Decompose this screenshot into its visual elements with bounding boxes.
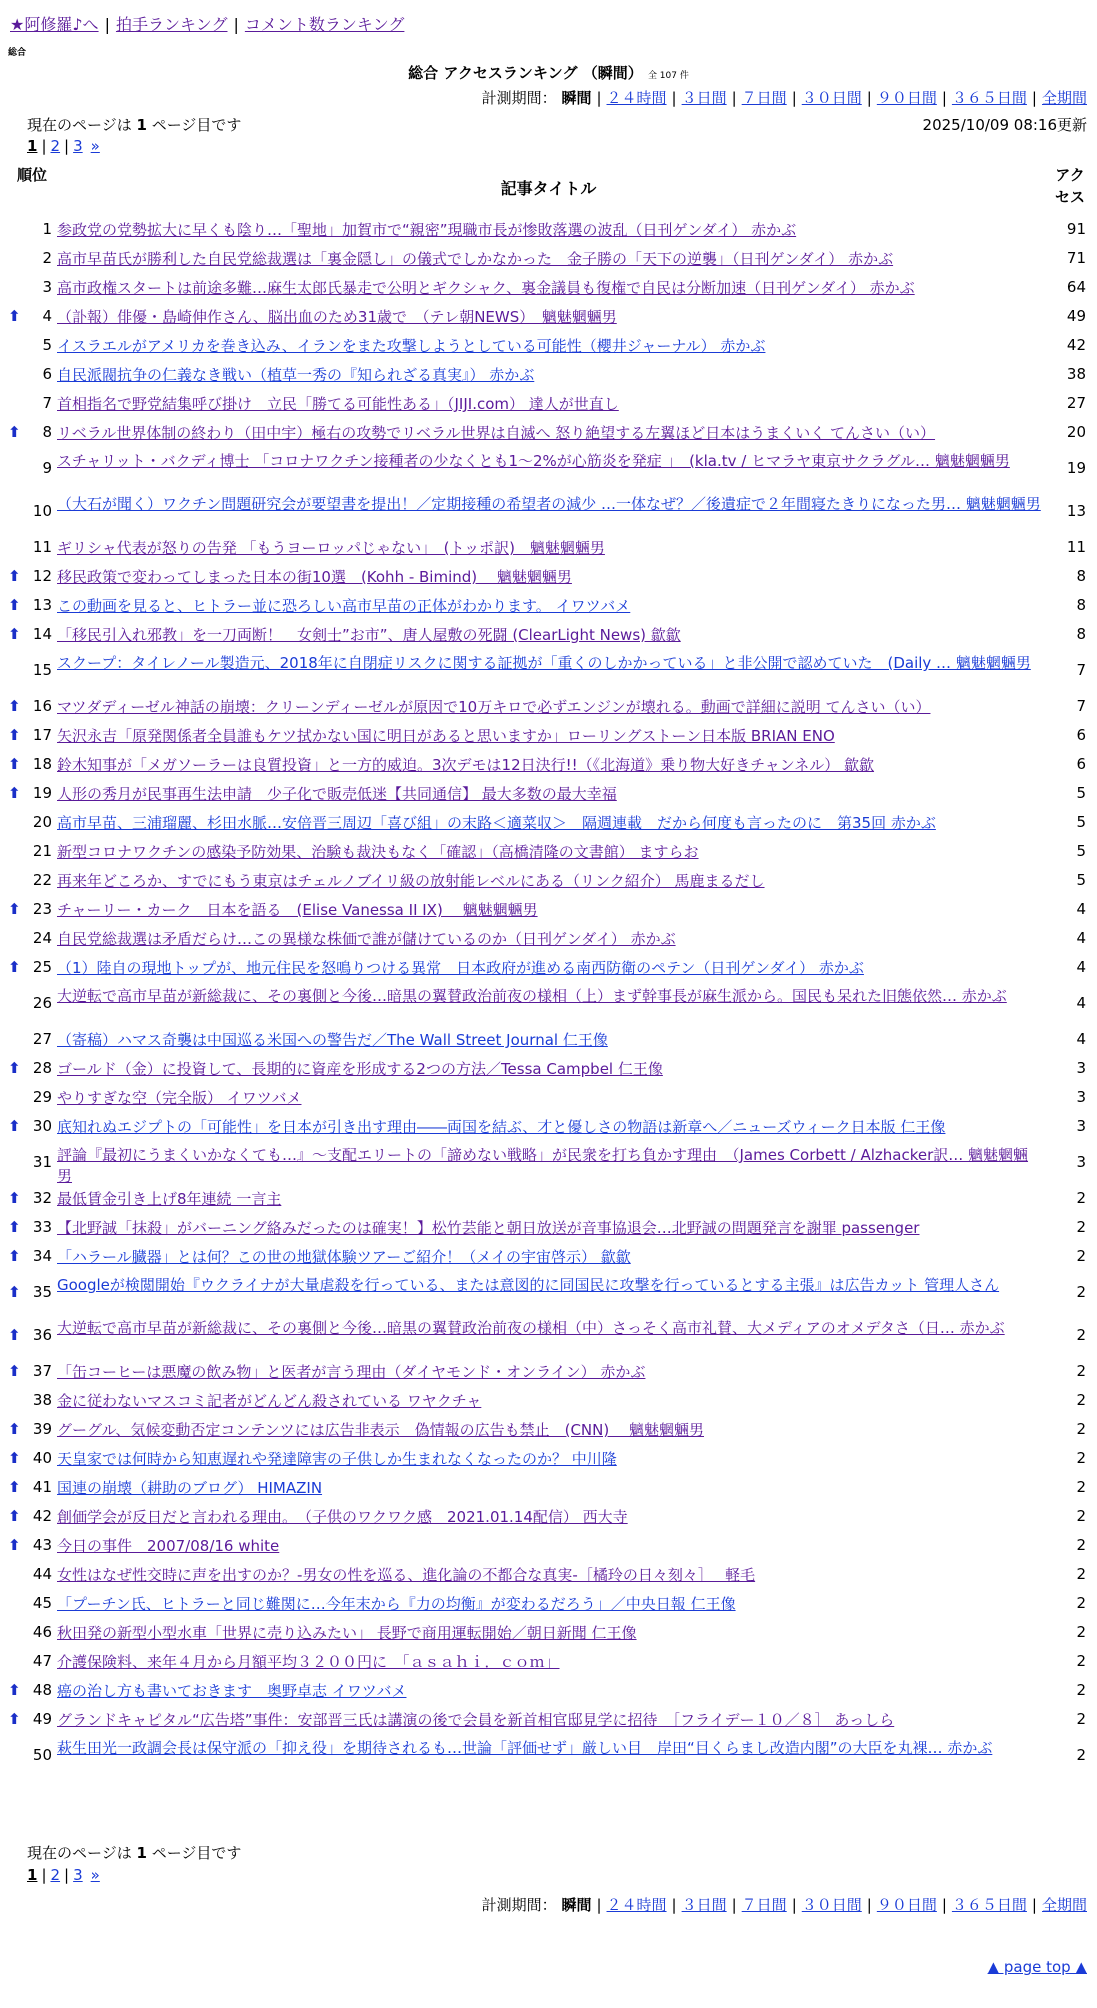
article-title-link[interactable]: スクープ：タイレノール製造元、2018年に自閉症リスクに関する証拠が「重くのしかかっている」と非公開で認めていた (Daily … 魑魅魍魎男	[57, 654, 1031, 672]
period-link-3d[interactable]: ３日間	[681, 89, 727, 107]
access-count: 2	[1076, 1283, 1086, 1301]
rank-number: 40	[32, 1449, 52, 1467]
article-title-link[interactable]: 新型コロナワクチンの感染予防効果、治験も裁決もなく「確認」（高橋清隆の文書館） ますらお	[57, 843, 699, 861]
table-row	[0, 390, 1097, 419]
rank-number: 1	[42, 220, 52, 238]
rank-number: 22	[32, 871, 52, 889]
period-link-all[interactable]: 全期間	[1041, 1896, 1087, 1914]
up-arrow-icon: ⬆	[8, 1420, 21, 1438]
rank-number: 29	[32, 1088, 52, 1106]
period-link-30d[interactable]: ３０日間	[801, 1896, 862, 1914]
table-row	[0, 1416, 1097, 1445]
table-row	[0, 1214, 1097, 1243]
access-count: 2	[1076, 1326, 1086, 1344]
ranking-title: 総合 アクセスランキング （瞬間）	[408, 64, 643, 82]
rank-number: 25	[32, 958, 52, 976]
table-row	[0, 1503, 1097, 1532]
top-navigation	[10, 12, 404, 35]
total-count: 全 107 件	[647, 71, 689, 81]
rank-number: 41	[32, 1478, 52, 1496]
rank-number: 34	[32, 1247, 52, 1265]
access-count: 49	[1066, 307, 1086, 325]
period-link-30d[interactable]: ３０日間	[801, 89, 862, 107]
access-count: 27	[1066, 394, 1086, 412]
rank-number: 19	[32, 784, 52, 802]
access-count: 20	[1066, 423, 1086, 441]
access-count: 2	[1076, 1710, 1086, 1728]
pager-bottom: 1 | 2 | 3 »	[27, 1866, 100, 1884]
article-title-link[interactable]: 自民派閥抗争の仁義なき戦い（植草一秀の『知られざる真実』） 赤かぶ	[57, 366, 535, 384]
rank-number: 23	[32, 900, 52, 918]
table-row	[0, 1026, 1097, 1055]
article-title-link[interactable]: （寄稿）ハマス奇襲は中国巡る米国への警告だ／The Wall Street Journal 仁王像	[57, 1031, 608, 1049]
access-count: 7	[1076, 661, 1086, 679]
article-title-link[interactable]: 金に従わないマスコミ記者がどんどん殺されている ワヤクチャ	[57, 1392, 482, 1410]
article-title-link[interactable]: イスラエルがアメリカを巻き込み、イランをまた攻撃しようとしている可能性（櫻井ジャーナル） 赤かぶ	[57, 337, 766, 355]
rank-number: 49	[32, 1710, 52, 1728]
period-link-90d[interactable]: ９０日間	[876, 1896, 937, 1914]
current-page-suffix: ページ目です	[146, 116, 242, 134]
table-row	[0, 1315, 1097, 1358]
rank-number: 12	[32, 567, 52, 585]
access-count: 5	[1076, 871, 1086, 889]
up-arrow-icon: ⬆	[8, 784, 21, 802]
rank-number: 44	[32, 1565, 52, 1583]
rank-number: 33	[32, 1218, 52, 1236]
comment-ranking-link[interactable]: コメント数ランキング	[244, 15, 405, 34]
article-title-link[interactable]: （1）陸自の現地トップが、地元住民を怒鳴りつける異常 日本政府が進める南西防衛のペテン（日刊ゲンダイ） 赤かぶ	[57, 959, 864, 977]
access-count: 2	[1076, 1746, 1086, 1764]
up-arrow-icon: ⬆	[8, 900, 21, 918]
pager-link-3[interactable]: 3	[73, 137, 83, 155]
access-count: 5	[1076, 813, 1086, 831]
table-row	[0, 332, 1097, 361]
table-row	[0, 925, 1097, 954]
period-link-90d[interactable]: ９０日間	[876, 89, 937, 107]
table-header	[0, 162, 1097, 212]
table-row	[0, 1272, 1097, 1315]
rank-number: 30	[32, 1117, 52, 1135]
access-count: 2	[1076, 1652, 1086, 1670]
access-count: 5	[1076, 784, 1086, 802]
up-arrow-icon: ⬆	[8, 567, 21, 585]
access-count: 6	[1076, 755, 1086, 773]
up-arrow-icon: ⬆	[8, 1449, 21, 1467]
up-arrow-icon: ⬆	[8, 1326, 21, 1344]
header-rank: 順位	[16, 166, 47, 184]
table-row	[0, 303, 1097, 332]
access-count: 2	[1076, 1449, 1086, 1467]
article-title-link[interactable]: グーグル、気候変動否定コンテンツには広告非表示 偽情報の広告も禁止 (CNN) 魑魅魍魎男	[57, 1421, 704, 1439]
up-arrow-icon: ⬆	[8, 1507, 21, 1525]
table-row	[0, 448, 1097, 491]
period-link-24h[interactable]: ２４時間	[606, 89, 667, 107]
rank-number: 7	[42, 394, 52, 412]
access-count: 2	[1076, 1594, 1086, 1612]
article-title-link[interactable]: スチャリット・バクディ博士 「コロナワクチン接種者の少なくとも1～2%が心筋炎を発症 」 (kla.tv / ヒマラヤ東京サクラグル… 魑魅魍魎男	[57, 452, 1010, 470]
article-title-link[interactable]: 移民政策で変わってしまった日本の街10選 (Kohh - Bimind) 魑魅魍魎男	[57, 568, 572, 586]
up-arrow-icon: ⬆	[8, 1681, 21, 1699]
table-row	[0, 1142, 1097, 1185]
access-count: 4	[1076, 994, 1086, 1012]
separator: |	[233, 15, 239, 34]
access-count: 2	[1076, 1391, 1086, 1409]
access-count: 2	[1076, 1478, 1086, 1496]
access-count: 2	[1076, 1536, 1086, 1554]
period-link-365d[interactable]: ３６５日間	[951, 1896, 1027, 1914]
up-arrow-icon: ⬆	[8, 1283, 21, 1301]
table-row	[0, 1113, 1097, 1142]
table-row	[0, 361, 1097, 390]
period-link-365d[interactable]: ３６５日間	[951, 89, 1027, 107]
table-row	[0, 1243, 1097, 1272]
table-row	[0, 1445, 1097, 1474]
pager-link-2[interactable]: 2	[50, 1866, 61, 1884]
table-row	[0, 1532, 1097, 1561]
table-row	[0, 1185, 1097, 1214]
rank-number: 48	[32, 1681, 52, 1699]
table-row	[0, 1677, 1097, 1706]
article-title-link[interactable]: マツダディーゼル神話の崩壊：クリーンディーゼルが原因で10万キロで必ずエンジンが壊れる。動画で詳細に説明 てんさい（い）	[57, 698, 931, 716]
table-row	[0, 838, 1097, 867]
up-arrow-icon: ⬆	[8, 1117, 21, 1135]
access-count: 11	[1066, 538, 1086, 556]
table-row	[0, 867, 1097, 896]
up-arrow-icon: ⬆	[8, 1710, 21, 1728]
page-title	[0, 62, 1097, 83]
period-label: 計測期間：	[481, 89, 557, 107]
rank-number: 43	[32, 1536, 52, 1554]
rank-number: 28	[32, 1059, 52, 1077]
rank-number: 9	[42, 459, 52, 477]
access-count: 42	[1066, 336, 1086, 354]
access-count: 3	[1076, 1088, 1086, 1106]
access-count: 4	[1076, 958, 1086, 976]
access-count: 3	[1076, 1059, 1086, 1077]
table-row	[0, 534, 1097, 563]
access-count: 4	[1076, 900, 1086, 918]
table-row	[0, 1358, 1097, 1387]
period-link-3d[interactable]: ３日間	[681, 1896, 727, 1914]
table-row	[0, 621, 1097, 650]
pager-current: 1	[27, 1866, 38, 1884]
access-count: 5	[1076, 842, 1086, 860]
article-title-link[interactable]: 自民党総裁選は矛盾だらけ…この異様な株価で誰が儲けているのか（日刊ゲンダイ） 赤かぶ	[57, 930, 676, 948]
rank-number: 26	[32, 994, 52, 1012]
table-row	[0, 1735, 1097, 1778]
access-count: 2	[1076, 1565, 1086, 1583]
article-title-link[interactable]: 「ハラール臓器」とは何？この世の地獄体験ツアーご紹介！（メイの宇宙啓示） 歙歙	[57, 1248, 631, 1266]
access-count: 91	[1066, 220, 1086, 238]
pager-link-2[interactable]: 2	[50, 137, 61, 155]
rank-number: 5	[42, 336, 52, 354]
category-label: 総合	[8, 48, 27, 58]
article-title-link[interactable]: 女性はなぜ性交時に声を出すのか？-男女の性を巡る、進化論の不都合な真実-［橘玲の日々刻々］ 軽毛	[57, 1566, 756, 1584]
article-title-link[interactable]: （大石が聞く）ワクチン問題研究会が要望書を提出！／定期接種の希望者の減少 …一体なぜ？／後遺症で２年間寝たきりになった男… 魑魅魍魎男	[57, 495, 1041, 513]
table-row	[0, 1055, 1097, 1084]
up-arrow-icon: ⬆	[8, 1536, 21, 1554]
article-title-link[interactable]: 【北野誠「抹殺」がバーニング絡みだったのは確実！】松竹芸能と朝日放送が音事協退会…北野誠の問題発言を謝罪 passenger	[57, 1219, 920, 1237]
table-row	[0, 245, 1097, 274]
current-page-number: 1	[136, 1844, 147, 1862]
table-row	[0, 722, 1097, 751]
article-title-link[interactable]: 今日の事件 2007/08/16 white	[57, 1537, 280, 1555]
access-count: 8	[1076, 596, 1086, 614]
rank-number: 35	[32, 1283, 52, 1301]
up-arrow-icon: ⬆	[8, 625, 21, 643]
current-page-suffix: ページ目です	[146, 1844, 242, 1862]
table-row	[0, 592, 1097, 621]
rank-number: 10	[32, 502, 52, 520]
table-row	[0, 809, 1097, 838]
access-count: 71	[1066, 249, 1086, 267]
current-page-number: 1	[136, 116, 147, 134]
article-title-link[interactable]: 高市政権スタートは前途多難…麻生太郎氏暴走で公明とギクシャク、裏金議員も復権で自民は分断加速（日刊ゲンダイ） 赤かぶ	[57, 279, 915, 297]
table-row	[0, 896, 1097, 925]
article-title-link[interactable]: 創価学会が反日だと言われる理由。 （子供のワクワク感 2021.01.14配信） 西大寺	[57, 1508, 628, 1526]
period-current: 瞬間	[561, 89, 592, 107]
rank-number: 3	[42, 278, 52, 296]
current-page-text	[27, 114, 241, 135]
up-arrow-icon: ⬆	[8, 1218, 21, 1236]
table-row	[0, 1619, 1097, 1648]
header-title: 記事タイトル	[500, 179, 597, 198]
table-row	[0, 419, 1097, 448]
access-count: 4	[1076, 929, 1086, 947]
table-row	[0, 1387, 1097, 1416]
separator: |	[104, 15, 110, 34]
rank-number: 39	[32, 1420, 52, 1438]
period-selector-top: 計測期間： 瞬間 | ２４時間 | ３日間 | ７日間 | ３０日間 | ９０日間 | ３６５日間 | 全期間	[481, 89, 1087, 107]
table-row	[0, 563, 1097, 592]
article-title-link[interactable]: ゴールド（金）に投資して、長期的に資産を形成する2つの方法／Tessa Campbel 仁王像	[57, 1060, 663, 1078]
rank-number: 46	[32, 1623, 52, 1641]
article-title-link[interactable]: 大逆転で高市早苗が新総裁に、その裏側と今後…暗黒の翼賛政治前夜の様相（中）さっそく高市礼賛、大メディアのオメデタさ（日… 赤かぶ	[57, 1319, 1005, 1337]
article-title-link[interactable]: Googleが検閲開始『ウクライナが大量虐殺を行っている、または意図的に同国民に攻撃を行っているとする主張』は広告カット 管理人さん	[57, 1276, 1000, 1294]
article-title-link[interactable]: 参政党の党勢拡大に早くも陰り…「聖地」加賀市で“親密”現職市長が惨敗落選の波乱（日刊ゲンダイ） 赤かぶ	[57, 221, 797, 239]
rank-number: 38	[32, 1391, 52, 1409]
up-arrow-icon: ⬆	[8, 958, 21, 976]
access-count: 2	[1076, 1218, 1086, 1236]
table-row	[0, 1561, 1097, 1590]
article-title-link[interactable]: チャーリー・カーク 日本を語る (Elise Vanessa II IX) 魑魅魍魎男	[57, 901, 538, 919]
table-row	[0, 954, 1097, 983]
table-row	[0, 780, 1097, 809]
article-title-link[interactable]: 国連の崩壊（耕助のブログ） HIMAZIN	[57, 1479, 323, 1497]
table-row	[0, 983, 1097, 1026]
access-count: 3	[1076, 1153, 1086, 1171]
current-page-prefix: 現在のページは	[27, 116, 137, 134]
up-arrow-icon: ⬆	[8, 307, 21, 325]
rank-number: 14	[32, 625, 52, 643]
rank-number: 15	[32, 661, 52, 679]
rank-number: 18	[32, 755, 52, 773]
page-top	[988, 1958, 1087, 1976]
period-current: 瞬間	[561, 1896, 592, 1914]
article-title-link[interactable]: リベラル世界体制の終わり（田中宇）極右の攻勢でリベラル世界は自滅へ 怒り絶望する左翼ほど日本はうまくいく てんさい（い）	[57, 424, 936, 442]
article-title-link[interactable]: 高市早苗氏が勝利した自民党総裁選は「裏金隠し」の儀式でしかなかった 金子勝の「天下の逆襲」（日刊ゲンダイ） 赤かぶ	[57, 250, 894, 268]
table-row	[0, 1590, 1097, 1619]
ranking-table	[0, 216, 1097, 1778]
rank-number: 8	[42, 423, 52, 441]
access-count: 13	[1066, 502, 1086, 520]
pager-current: 1	[27, 137, 38, 155]
table-row	[0, 1084, 1097, 1113]
article-title-link[interactable]: （訃報）俳優・島崎伸作さん、脳出血のため31歳で （テレ朝NEWS） 魑魅魍魎男	[57, 308, 617, 326]
article-title-link[interactable]: 癌の治し方も書いておきます 奥野卓志 イワツバメ	[57, 1682, 407, 1700]
access-count: 7	[1076, 697, 1086, 715]
article-title-link[interactable]: 天皇家では何時から知恵遅れや発達障害の子供しか生まれなくなったのか？ 中川隆	[57, 1450, 617, 1468]
article-title-link[interactable]: 「缶コーヒーは悪魔の飲み物」と医者が言う理由（ダイヤモンド・オンライン） 赤かぶ	[57, 1363, 646, 1381]
access-count: 64	[1066, 278, 1086, 296]
article-title-link[interactable]: 萩生田光一政調会長は保守派の「抑え役」を期待されるも…世論「評価せず」厳しい目 岸田“目くらまし改造内閣”の大臣を丸裸… 赤かぶ	[57, 1739, 993, 1757]
access-count: 2	[1076, 1507, 1086, 1525]
article-title-link[interactable]: 「プーチン氏、ヒトラーと同じ難関に…今年末から『力の均衡』が変わるだろう」／中央日報 仁王像	[57, 1595, 736, 1613]
access-count: 2	[1076, 1420, 1086, 1438]
access-count: 3	[1076, 1117, 1086, 1135]
article-title-link[interactable]: 首相指名で野党結集呼び掛け 立民「勝てる可能性ある」（JIJI.com） 達人が世直し	[57, 395, 619, 413]
article-title-link[interactable]: 最低賃金引き上げ8年連続 一言主	[57, 1190, 282, 1208]
table-row	[0, 693, 1097, 722]
period-selector-bottom: 計測期間： 瞬間 | ２４時間 | ３日間 | ７日間 | ３０日間 | ９０日間 | ３６５日間 | 全期間	[481, 1896, 1087, 1914]
article-title-link[interactable]: やりすぎな空（完全版） イワツバメ	[57, 1089, 302, 1107]
up-arrow-icon: ⬆	[8, 697, 21, 715]
access-count: 2	[1076, 1189, 1086, 1207]
up-arrow-icon: ⬆	[8, 755, 21, 773]
up-arrow-icon: ⬆	[8, 1189, 21, 1207]
rank-number: 27	[32, 1030, 52, 1048]
rank-number: 37	[32, 1362, 52, 1380]
table-row	[0, 751, 1097, 780]
ashura-home-link[interactable]: ★阿修羅♪へ	[10, 15, 99, 34]
header-access: アクセス	[1054, 166, 1085, 206]
access-count: 8	[1076, 625, 1086, 643]
access-count: 2	[1076, 1681, 1086, 1699]
rank-number: 17	[32, 726, 52, 744]
pager-next[interactable]: »	[90, 1866, 100, 1884]
article-title-link[interactable]: グランドキャピタル“広告塔”事件：安部晋三氏は講演の後で会員を新首相官邸見学に招待 ［フライデー１０／８］ あっしら	[57, 1711, 895, 1729]
period-link-7d[interactable]: ７日間	[741, 89, 787, 107]
article-title-link[interactable]: 大逆転で高市早苗が新総裁に、その裏側と今後…暗黒の翼賛政治前夜の様相（上）まず幹事長が麻生派から。国民も呆れた旧態依然… 赤かぶ	[57, 987, 1007, 1005]
rank-number: 16	[32, 697, 52, 715]
table-row	[0, 274, 1097, 303]
article-title-link[interactable]: 矢沢永吉「原発関係者全員誰もケツ拭かない国に明日があると思いますか」ローリングストーン日本版 BRIAN ENO	[57, 727, 835, 745]
up-arrow-icon: ⬆	[8, 1247, 21, 1265]
article-title-link[interactable]: 評論『最初にうまくいかなくても…』～支配エリートの「諦めない戦略」が民衆を打ち負かす理由 （James Corbett / Alzhacker訳… 魑魅魍魎男	[57, 1146, 1029, 1185]
current-page-prefix: 現在のページは	[27, 1844, 137, 1862]
rank-number: 4	[42, 307, 52, 325]
table-row	[0, 491, 1097, 534]
access-count: 2	[1076, 1247, 1086, 1265]
rank-number: 36	[32, 1326, 52, 1344]
rank-number: 2	[42, 249, 52, 267]
table-row	[0, 1648, 1097, 1677]
article-title-link[interactable]: 秋田発の新型小型水車「世界に売り込みたい」 長野で商用運転開始／朝日新聞 仁王像	[57, 1624, 637, 1642]
rank-number: 32	[32, 1189, 52, 1207]
article-title-link[interactable]: 再来年どころか、すでにもう東京はチェルノブイリ級の放射能レベルにある（リンク紹介） 馬鹿まるだし	[57, 872, 765, 890]
period-link-24h[interactable]: ２４時間	[606, 1896, 667, 1914]
access-count: 6	[1076, 726, 1086, 744]
period-label: 計測期間：	[481, 1896, 557, 1914]
article-title-link[interactable]: ギリシャ代表が怒りの告発 「もうヨーロッパじゃない」 (トッポ訳) 魑魅魍魎男	[57, 539, 605, 557]
article-title-link[interactable]: 高市早苗、三浦瑠麗、杉田水脈…安倍晋三周辺「喜び組」の末路＜適菜収＞ 隔週連載 だから何度も言ったのに 第35回 赤かぶ	[57, 814, 936, 832]
rank-number: 11	[32, 538, 52, 556]
table-row	[0, 650, 1097, 693]
table-row	[0, 1474, 1097, 1503]
rank-number: 6	[42, 365, 52, 383]
rank-number: 45	[32, 1594, 52, 1612]
access-count: 38	[1066, 365, 1086, 383]
applause-ranking-link[interactable]: 拍手ランキング	[115, 15, 228, 34]
page-top-link[interactable]: ▲ page top ▲	[987, 1958, 1087, 1976]
article-title-link[interactable]: 底知れぬエジプトの「可能性」を日本が引き出す理由――両国を結ぶ、才と優しさの物語は新章へ／ニューズウィーク日本版 仁王像	[57, 1118, 946, 1136]
access-count: 8	[1076, 567, 1086, 585]
updated-timestamp: 2025/10/09 08:16更新	[922, 116, 1087, 134]
pager-link-3[interactable]: 3	[73, 1866, 83, 1884]
table-row	[0, 216, 1097, 245]
article-title-link[interactable]: 人形の秀月が民事再生法申請 少子化で販売低迷【共同通信】 最大多数の最大幸福	[57, 785, 617, 803]
rank-number: 47	[32, 1652, 52, 1670]
up-arrow-icon: ⬆	[8, 726, 21, 744]
up-arrow-icon: ⬆	[8, 1059, 21, 1077]
rank-number: 20	[32, 813, 52, 831]
current-page-text-bottom	[27, 1842, 241, 1863]
rank-number: 24	[32, 929, 52, 947]
access-count: 2	[1076, 1623, 1086, 1641]
up-arrow-icon: ⬆	[8, 423, 21, 441]
article-title-link[interactable]: この動画を見ると、ヒトラー並に恐ろしい高市早苗の正体がわかります。 イワツバメ	[57, 597, 631, 615]
table-row	[0, 1706, 1097, 1735]
access-count: 4	[1076, 1030, 1086, 1048]
period-link-7d[interactable]: ７日間	[741, 1896, 787, 1914]
up-arrow-icon: ⬆	[8, 1362, 21, 1380]
access-count: 2	[1076, 1362, 1086, 1380]
access-count: 19	[1066, 459, 1086, 477]
rank-number: 31	[32, 1153, 52, 1171]
rank-number: 50	[32, 1746, 52, 1764]
up-arrow-icon: ⬆	[8, 1478, 21, 1496]
period-link-all[interactable]: 全期間	[1041, 89, 1087, 107]
article-title-link[interactable]: 鈴木知事が「メガソーラーは良質投資」と一方的威迫。3次デモは12日決行!!（《北海道》乗り物大好きチャンネル） 歙歙	[57, 756, 875, 774]
up-arrow-icon: ⬆	[8, 596, 21, 614]
pager-top: 1 | 2 | 3 »	[27, 137, 100, 155]
rank-number: 13	[32, 596, 52, 614]
pager-next[interactable]: »	[90, 137, 100, 155]
article-title-link[interactable]: 介護保険料、来年４月から月額平均３２００円に 「ａｓａｈｉ．ｃｏｍ」	[57, 1653, 560, 1671]
rank-number: 21	[32, 842, 52, 860]
article-title-link[interactable]: 「移民引入れ邪教」を一刀両断！ 女剣士”お市”、唐人屋敷の死闘 (ClearLight News) 歙歙	[57, 626, 681, 644]
rank-number: 42	[32, 1507, 52, 1525]
